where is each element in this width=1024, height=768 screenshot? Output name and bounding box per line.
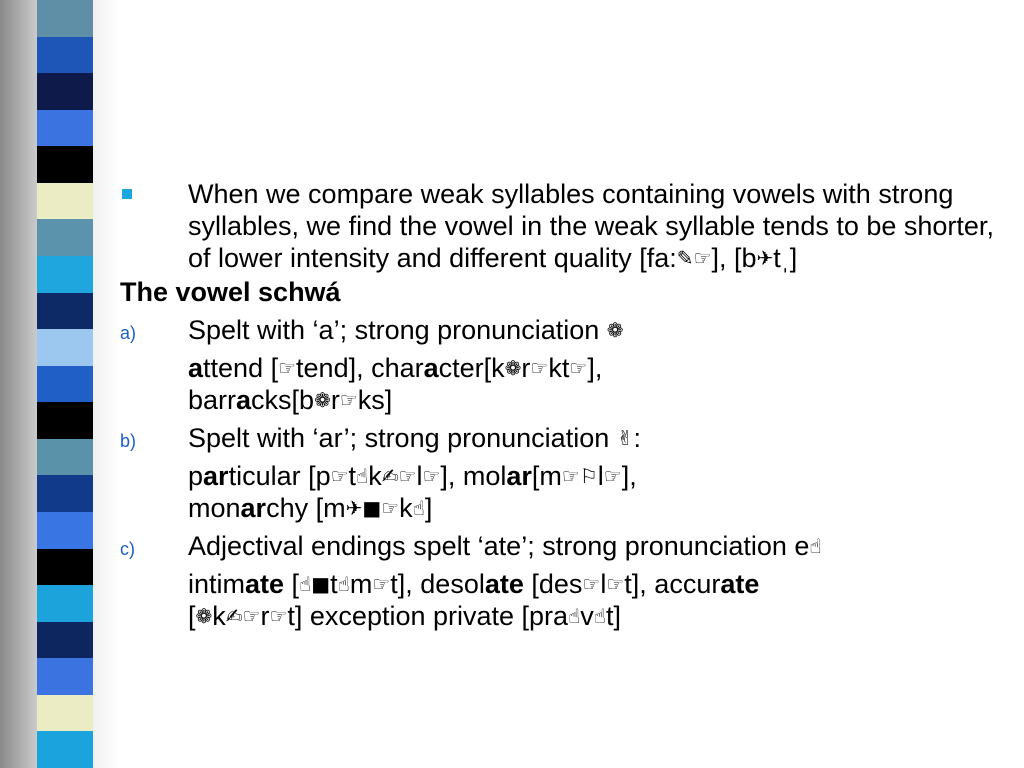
strip-block <box>37 293 93 330</box>
phonetic-symbol: ☞ <box>603 464 622 488</box>
phonetic-symbol: ☝ <box>356 464 369 488</box>
example-text: t <box>348 461 357 491</box>
bold-letters: ar <box>506 461 532 491</box>
phonetic-symbol: ☞ <box>372 572 391 596</box>
bold-letters: a <box>236 385 252 415</box>
example-text: ], <box>621 461 637 491</box>
example-text: l <box>416 461 423 491</box>
example-text: barr <box>188 385 237 415</box>
example-text: [ <box>284 569 300 599</box>
phonetic-symbol: ❁ <box>314 388 331 412</box>
example-text: l <box>597 461 604 491</box>
example-line <box>120 460 1000 524</box>
example-text: l <box>600 569 607 599</box>
strip-block <box>37 695 93 732</box>
strip-block <box>37 0 93 37</box>
phonetic-symbol: ❁ <box>606 318 624 342</box>
phonetic-symbol: ☝ <box>412 496 425 520</box>
example-text: k <box>399 493 413 523</box>
bold-letters: ar <box>203 461 229 491</box>
example-line <box>120 352 1000 416</box>
bold-letters: a <box>188 353 204 383</box>
strip-block <box>37 183 93 220</box>
phonetic-symbol: ☞ <box>422 464 441 488</box>
example-text: chy [m <box>266 493 346 523</box>
strip-block <box>37 219 93 256</box>
square-bullet-icon <box>122 189 132 199</box>
phonetic-symbol: ✈ <box>756 246 774 270</box>
example-text: v <box>580 601 594 631</box>
bullet-text-tail: tˌ] <box>773 243 798 273</box>
strip-block <box>37 366 93 403</box>
example-text: p <box>188 461 204 491</box>
item-text-tail: : <box>633 423 642 453</box>
strip-block <box>37 329 93 366</box>
example-text: r <box>521 353 531 383</box>
bold-letters: ate <box>720 569 760 599</box>
example-text: t], desol <box>390 569 485 599</box>
phonetic-symbol: ❁ <box>195 604 213 628</box>
example-text: t <box>330 569 338 599</box>
example-text: mon <box>188 493 241 523</box>
example-text: k <box>212 601 226 631</box>
example-text: ] <box>424 493 433 523</box>
phonetic-symbol: ✌ <box>616 426 634 450</box>
phonetic-symbol: ☞ <box>530 356 549 380</box>
example-text: intim <box>188 569 246 599</box>
list-letter: a) <box>120 323 137 343</box>
list-letter: b) <box>120 431 137 451</box>
item-text: Adjectival endings spelt ‘ate’; strong pronunciation e <box>188 531 810 561</box>
strip-block <box>37 731 93 768</box>
strip-block <box>37 585 93 622</box>
bullet-text: When we compare weak syllables containing vowels with strong syllables, we find the vowel in the weak syllable tends to be shorter, of lower intensity and different quality [fa: <box>188 179 994 273</box>
phonetic-symbol: ☝■ <box>299 572 331 596</box>
phonetic-symbol: ✍☞ <box>225 604 261 628</box>
example-text: t], accur <box>624 569 721 599</box>
phonetic-symbol: ☝ <box>337 572 350 596</box>
example-text: kt <box>548 353 570 383</box>
strip-block <box>37 439 93 476</box>
example-text: ticular [p <box>228 461 331 491</box>
phonetic-symbol: ☞ <box>569 356 588 380</box>
example-text: cter[k <box>438 353 505 383</box>
example-text: m <box>349 569 373 599</box>
list-letter: c) <box>120 539 135 559</box>
strip-block <box>37 110 93 147</box>
phonetic-symbol: ☞⚐ <box>561 464 598 488</box>
list-item-a <box>120 314 1000 346</box>
example-text: ], <box>587 353 603 383</box>
phonetic-symbol: ☞ <box>330 464 349 488</box>
slide-content <box>120 178 1000 632</box>
phonetic-symbol: ☞ <box>582 572 601 596</box>
bold-letters: a <box>423 353 439 383</box>
phonetic-symbol: ☞ <box>269 604 288 628</box>
phonetic-symbol: ☝ <box>809 534 822 558</box>
example-text: r <box>330 385 340 415</box>
example-text: r <box>260 601 270 631</box>
bold-letters: ar <box>240 493 267 523</box>
strip-block <box>37 73 93 110</box>
example-text: t] <box>605 601 621 631</box>
phonetic-symbol: ☞ <box>339 388 358 412</box>
phonetic-symbol: ☝ <box>593 604 606 628</box>
strip-block <box>37 549 93 586</box>
strip-block <box>37 475 93 512</box>
strip-block <box>37 622 93 659</box>
example-text: ks] <box>357 385 393 415</box>
example-text: ], mol <box>440 461 507 491</box>
phonetic-symbol: ☝ <box>568 604 581 628</box>
example-text: k <box>368 461 382 491</box>
strip-block <box>37 512 93 549</box>
strip-block <box>37 402 93 439</box>
item-text: Spelt with ‘a’; strong pronunciation <box>188 315 607 345</box>
list-item-c <box>120 530 1000 562</box>
example-line <box>120 568 1000 632</box>
phonetic-symbol: ✎☞ <box>676 246 712 270</box>
bold-letters: ate <box>484 569 524 599</box>
list-item-b <box>120 422 1000 454</box>
example-text: ttend [ <box>203 353 279 383</box>
example-text: [m <box>531 461 562 491</box>
phonetic-symbol: ✈■☞ <box>345 496 400 520</box>
example-text: [ <box>188 601 196 631</box>
section-heading: The vowel schwá <box>120 277 341 307</box>
main-bullet <box>120 178 1000 274</box>
phonetic-symbol: ✍☞ <box>381 464 417 488</box>
example-text: t] exception private [pra <box>287 601 569 631</box>
example-text: tend], char <box>296 353 424 383</box>
item-text: Spelt with ‘ar’; strong pronunciation <box>188 423 617 453</box>
example-text: [des <box>523 569 583 599</box>
strip-block <box>37 146 93 183</box>
phonetic-symbol: ☞ <box>278 356 297 380</box>
bold-letters: ate <box>245 569 285 599</box>
strip-block <box>37 256 93 293</box>
phonetic-symbol: ❁ <box>504 356 522 380</box>
example-text: cks[b <box>251 385 315 415</box>
strip-block <box>37 37 93 74</box>
bullet-text-mid: ], [b <box>711 243 757 273</box>
phonetic-symbol: ☞ <box>606 572 625 596</box>
decorative-color-strip <box>37 0 93 768</box>
strip-block <box>37 658 93 695</box>
